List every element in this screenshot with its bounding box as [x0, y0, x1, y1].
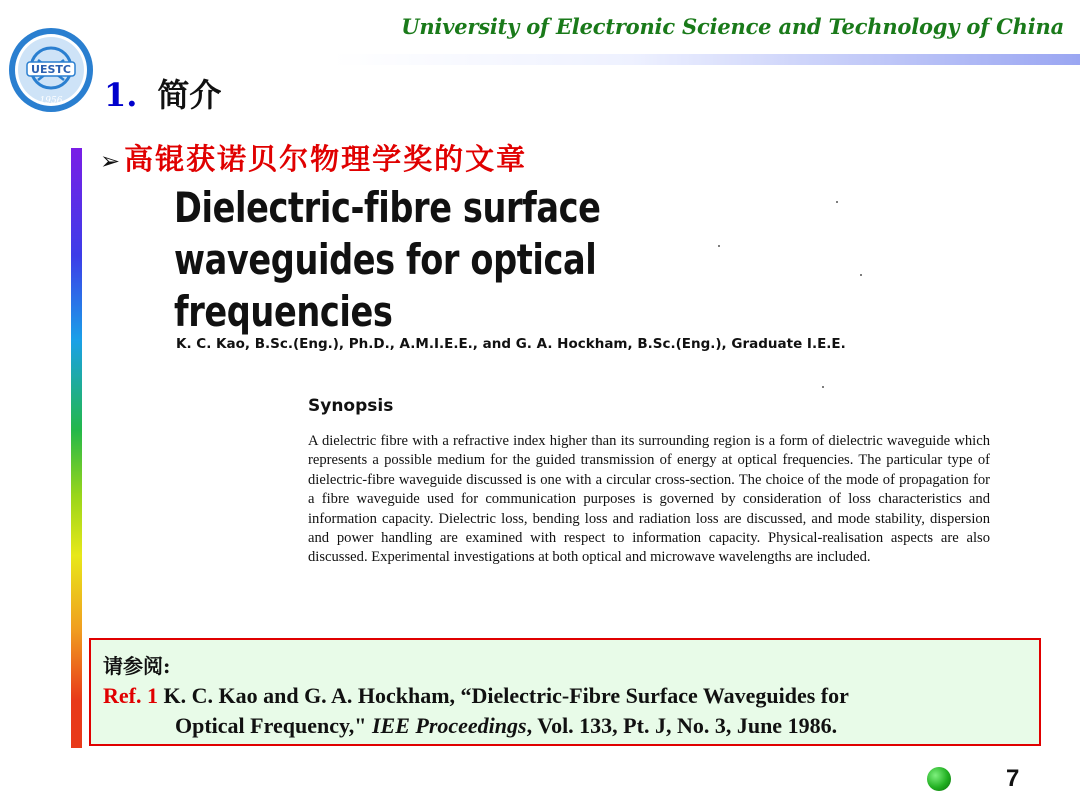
reference-tag: Ref. 1 — [103, 683, 158, 708]
section-title-text: 简介 — [157, 76, 222, 114]
reference-journal: IEE Proceedings — [371, 713, 527, 738]
scan-speck — [836, 201, 838, 203]
reference-line-2 — [175, 713, 837, 739]
synopsis-heading: Synopsis — [308, 396, 394, 416]
scan-speck — [718, 245, 720, 247]
reference-label: 请参阅: — [103, 654, 171, 678]
page-number: 7 — [1006, 765, 1020, 792]
reference-title-end: Optical Frequency," — [175, 713, 372, 738]
subtitle — [100, 137, 527, 178]
paper-title: Dielectric-fibre surface waveguides for optical frequencies — [174, 183, 601, 336]
synopsis-text: A dielectric fibre with a refractive index higher than its surrounding region is a form of dielectric waveguide which represents a possible medium for the guided transmission of energy at optical frequencies. The particular type of dielectric-fibre waveguide discussed is one with a circular cross-section. The choice of the mode of propagation for a fibre waveguide used for communication purposes is governed by consideration of loss characteristics and information capacity. Dielectric loss, bending loss and radiation loss are discussed, and mode stability, dispersion and power handling are examined with respect to information capacity. Physical-realisation aspects are also discussed. Experimental investigations at both optical and microwave wavelengths are included. — [308, 433, 990, 566]
logo-text: UESTC — [31, 63, 71, 76]
scan-speck — [822, 386, 824, 388]
subtitle-text: 高锟获诺贝尔物理学奖的文章 — [124, 142, 528, 176]
rainbow-side-bar — [71, 148, 82, 748]
reference-details: , Vol. 133, Pt. J, No. 3, June 1986. — [526, 713, 838, 738]
reference-line-1 — [103, 683, 849, 709]
green-dot-icon[interactable] — [927, 767, 951, 791]
paper-authors: K. C. Kao, B.Sc.(Eng.), Ph.D., A.M.I.E.E., and G. A. Hockham, B.Sc.(Eng.), Graduate I.E.E. — [176, 336, 846, 352]
reference-box — [89, 638, 1041, 746]
section-number: 1. — [104, 76, 138, 114]
header-gradient-bar — [332, 54, 1080, 65]
logo-year: 1956 — [39, 96, 63, 106]
uestc-logo-icon — [6, 20, 102, 116]
university-name: University of Electronic Science and Technology of China — [401, 14, 1064, 39]
arrow-bullet-icon: ➢ — [100, 147, 123, 175]
reference-authors: K. C. Kao and G. A. Hockham, “Dielectric-Fibre Surface Waveguides for — [157, 683, 849, 708]
section-title — [104, 70, 221, 116]
scan-speck — [860, 274, 862, 276]
